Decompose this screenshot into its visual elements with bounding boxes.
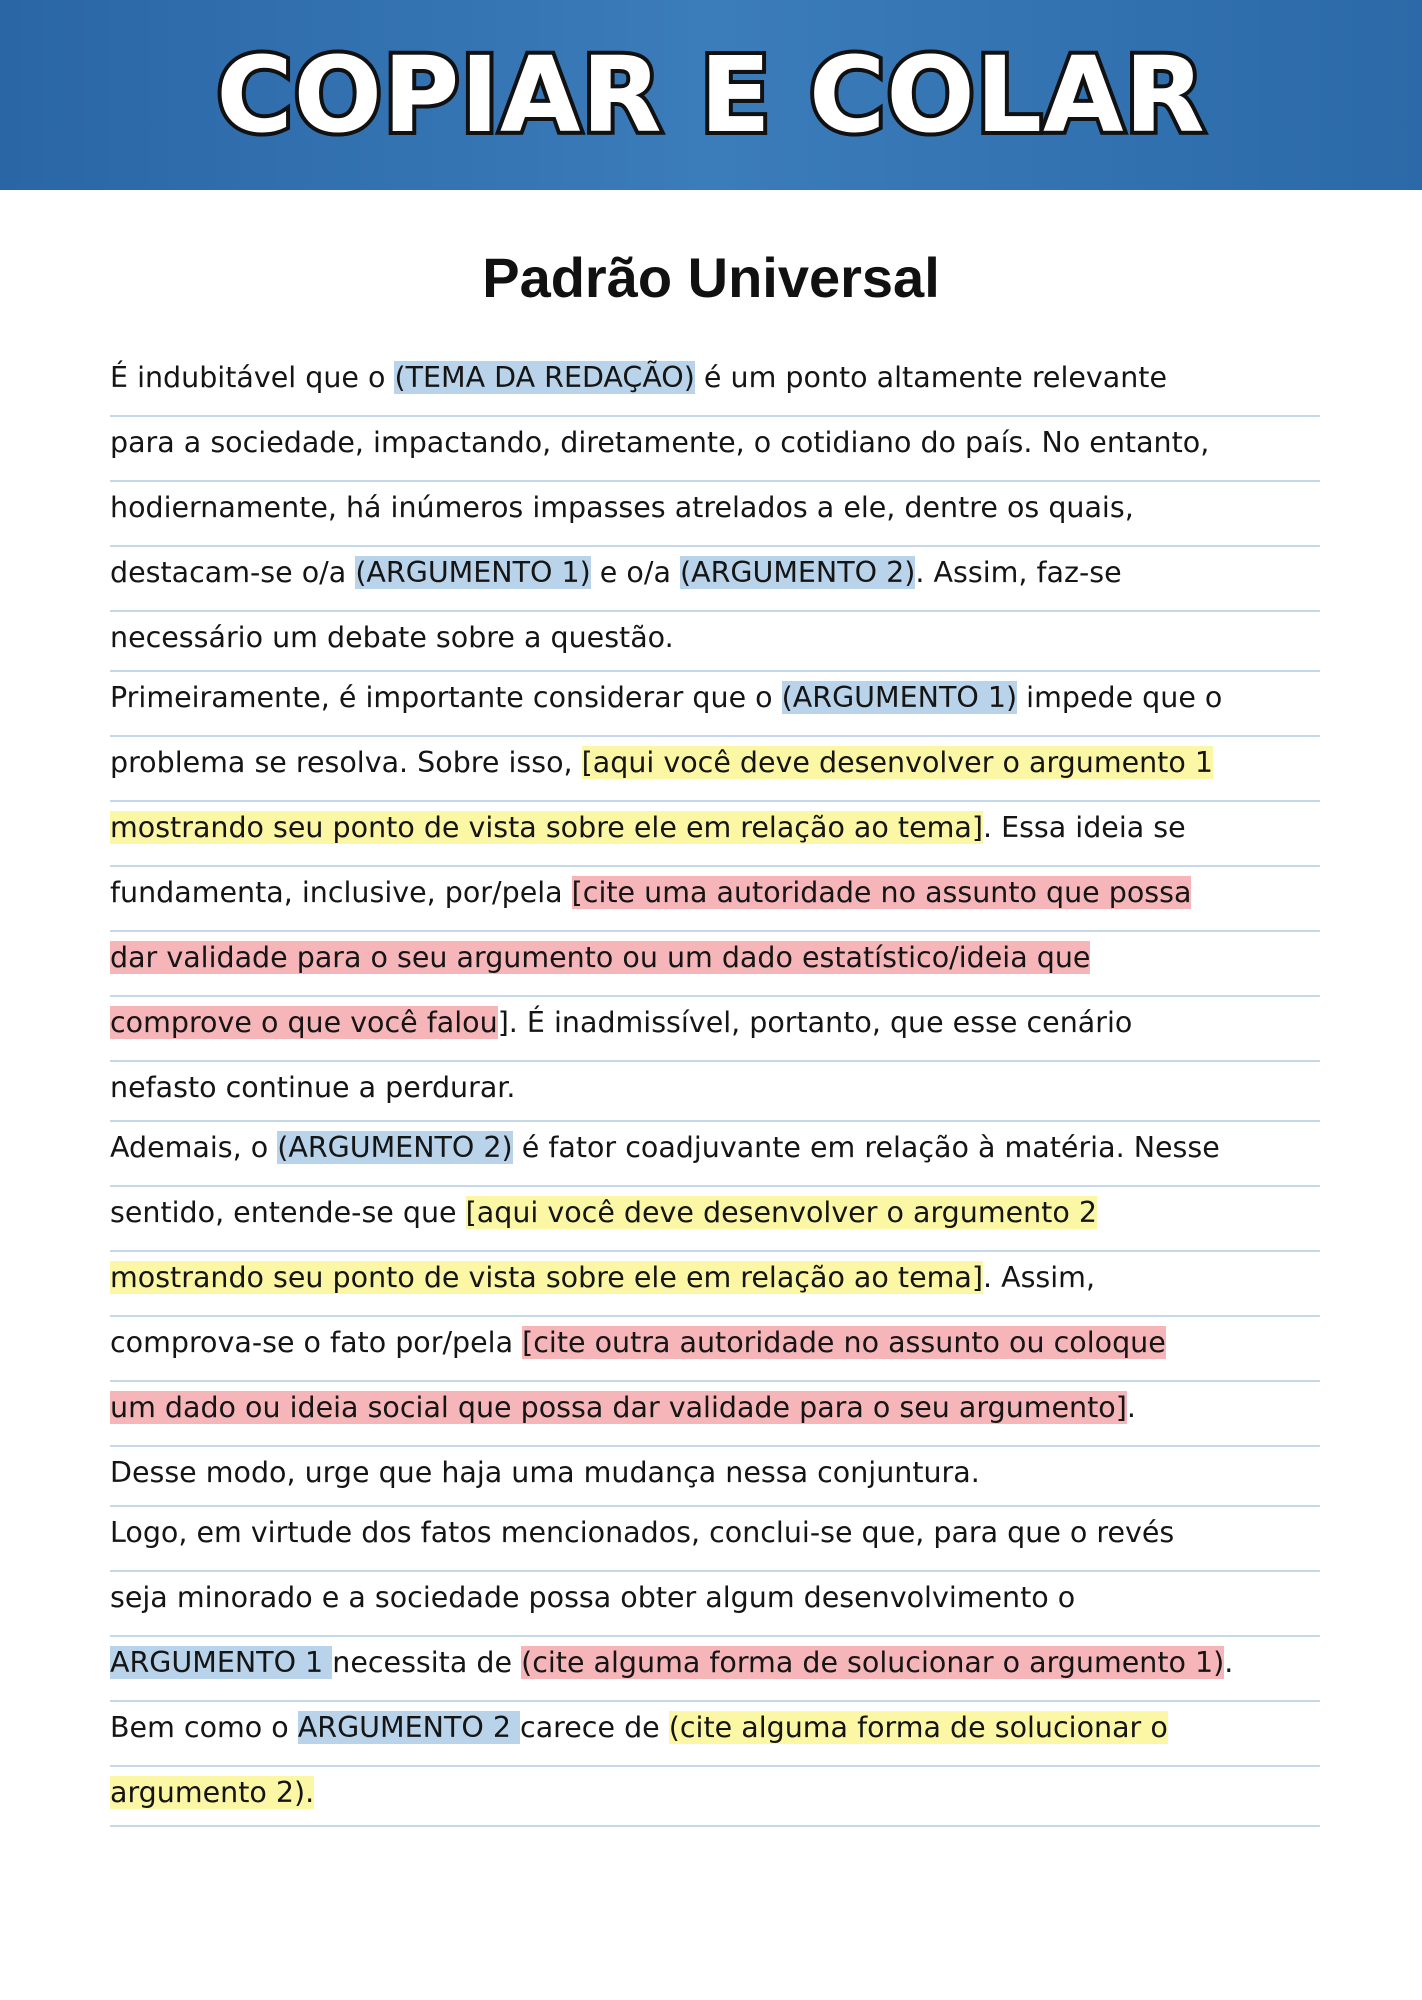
text-line xyxy=(110,1187,1320,1252)
text-segment: Ademais, o xyxy=(110,1131,278,1164)
development-highlight: mostrando seu ponto de vista sobre ele em relação ao tema] xyxy=(110,811,983,844)
citation-highlight: (cite alguma forma de solucionar o argumento 1) xyxy=(521,1646,1225,1679)
placeholder-highlight: (ARGUMENTO 2) xyxy=(277,1131,513,1164)
text-segment: nefasto continue a perdurar. xyxy=(110,1071,516,1104)
text-segment: ]. É inadmissível, portanto, que esse cenário xyxy=(497,1006,1133,1039)
text-segment: Bem como o xyxy=(110,1711,298,1744)
page-subtitle: Padrão Universal xyxy=(482,246,940,309)
text-segment: necessário um debate sobre a questão. xyxy=(110,621,674,654)
placeholder-highlight: (ARGUMENTO 1) xyxy=(781,681,1018,714)
development-highlight: (cite alguma forma de solucionar o xyxy=(668,1711,1168,1744)
text-line xyxy=(110,1252,1320,1317)
text-line xyxy=(110,1317,1320,1382)
text-segment: . xyxy=(1224,1646,1234,1679)
title-banner xyxy=(0,0,1422,190)
text-segment: Logo, em virtude dos fatos mencionados, conclui-se que, para que o revés xyxy=(110,1516,1175,1549)
text-line xyxy=(110,1702,1320,1767)
text-segment: sentido, entende-se que xyxy=(110,1196,466,1229)
text-line xyxy=(110,1572,1320,1637)
text-line xyxy=(110,1637,1320,1702)
text-line xyxy=(110,1062,1320,1122)
text-line xyxy=(110,1382,1320,1447)
text-line xyxy=(110,997,1320,1062)
introduction-paragraph xyxy=(110,352,1320,672)
text-segment: . Assim, faz-se xyxy=(915,556,1122,589)
placeholder-highlight: ARGUMENTO 2 xyxy=(297,1711,521,1744)
text-segment: problema se resolva. Sobre isso, xyxy=(110,746,582,779)
text-line xyxy=(110,737,1320,802)
placeholder-highlight: (ARGUMENTO 2) xyxy=(679,556,916,589)
placeholder-highlight: (TEMA DA REDAÇÃO) xyxy=(394,361,695,394)
text-line xyxy=(110,1767,1320,1827)
text-line xyxy=(110,612,1320,672)
text-segment: necessita de xyxy=(332,1646,522,1679)
text-segment: hodiernamente, há inúmeros impasses atrelados a ele, dentre os quais, xyxy=(110,491,1134,524)
text-line xyxy=(110,867,1320,932)
placeholder-highlight: (ARGUMENTO 1) xyxy=(355,556,591,589)
text-segment: comprova-se o fato por/pela xyxy=(110,1326,523,1359)
text-line xyxy=(110,802,1320,867)
text-line xyxy=(110,547,1320,612)
text-segment: . Essa ideia se xyxy=(982,811,1186,844)
text-segment: e o/a xyxy=(590,556,680,589)
text-segment: Primeiramente, é importante considerar que o xyxy=(110,681,782,714)
citation-highlight: dar validade para o seu argumento ou um dado estatístico/ideia que xyxy=(110,941,1091,974)
placeholder-highlight: ARGUMENTO 1 xyxy=(110,1646,333,1679)
development-highlight: argumento 2). xyxy=(110,1776,315,1809)
text-line xyxy=(110,672,1320,737)
text-segment: carece de xyxy=(520,1711,669,1744)
banner-title: COPIAR E COLAR xyxy=(216,34,1206,156)
conclusion-paragraph xyxy=(110,1507,1320,1827)
text-segment: Desse modo, urge que haja uma mudança nessa conjuntura. xyxy=(110,1456,980,1489)
citation-highlight: [cite outra autoridade no assunto ou coloque xyxy=(522,1326,1166,1359)
citation-highlight: comprove o que você falou xyxy=(110,1006,498,1039)
development-paragraph-2 xyxy=(110,1122,1320,1507)
development-highlight: mostrando seu ponto de vista sobre ele em relação ao tema] xyxy=(110,1261,983,1294)
text-segment: seja minorado e a sociedade possa obter algum desenvolvimento o xyxy=(110,1581,1076,1614)
essay-template xyxy=(110,352,1320,1827)
text-line xyxy=(110,482,1320,547)
text-line xyxy=(110,352,1320,417)
citation-highlight: [cite uma autoridade no assunto que possa xyxy=(571,876,1192,909)
text-segment: É indubitável que o xyxy=(110,361,395,394)
text-segment: . xyxy=(1126,1391,1136,1424)
development-highlight: [aqui você deve desenvolver o argumento 1 xyxy=(581,746,1213,779)
text-line xyxy=(110,1122,1320,1187)
development-highlight: [aqui você deve desenvolver o argumento 2 xyxy=(465,1196,1097,1229)
text-segment: é um ponto altamente relevante xyxy=(694,361,1168,394)
text-segment: . Assim, xyxy=(982,1261,1096,1294)
text-line xyxy=(110,1507,1320,1572)
text-segment: é fator coadjuvante em relação à matéria. Nesse xyxy=(512,1131,1220,1164)
text-line xyxy=(110,417,1320,482)
text-segment: fundamenta, inclusive, por/pela xyxy=(110,876,572,909)
text-line xyxy=(110,1447,1320,1507)
text-segment: para a sociedade, impactando, diretamente, o cotidiano do país. No entanto, xyxy=(110,426,1210,459)
development-paragraph-1 xyxy=(110,672,1320,1122)
text-line xyxy=(110,932,1320,997)
text-segment: destacam-se o/a xyxy=(110,556,356,589)
text-segment: impede que o xyxy=(1017,681,1223,714)
citation-highlight: um dado ou ideia social que possa dar validade para o seu argumento] xyxy=(110,1391,1127,1424)
